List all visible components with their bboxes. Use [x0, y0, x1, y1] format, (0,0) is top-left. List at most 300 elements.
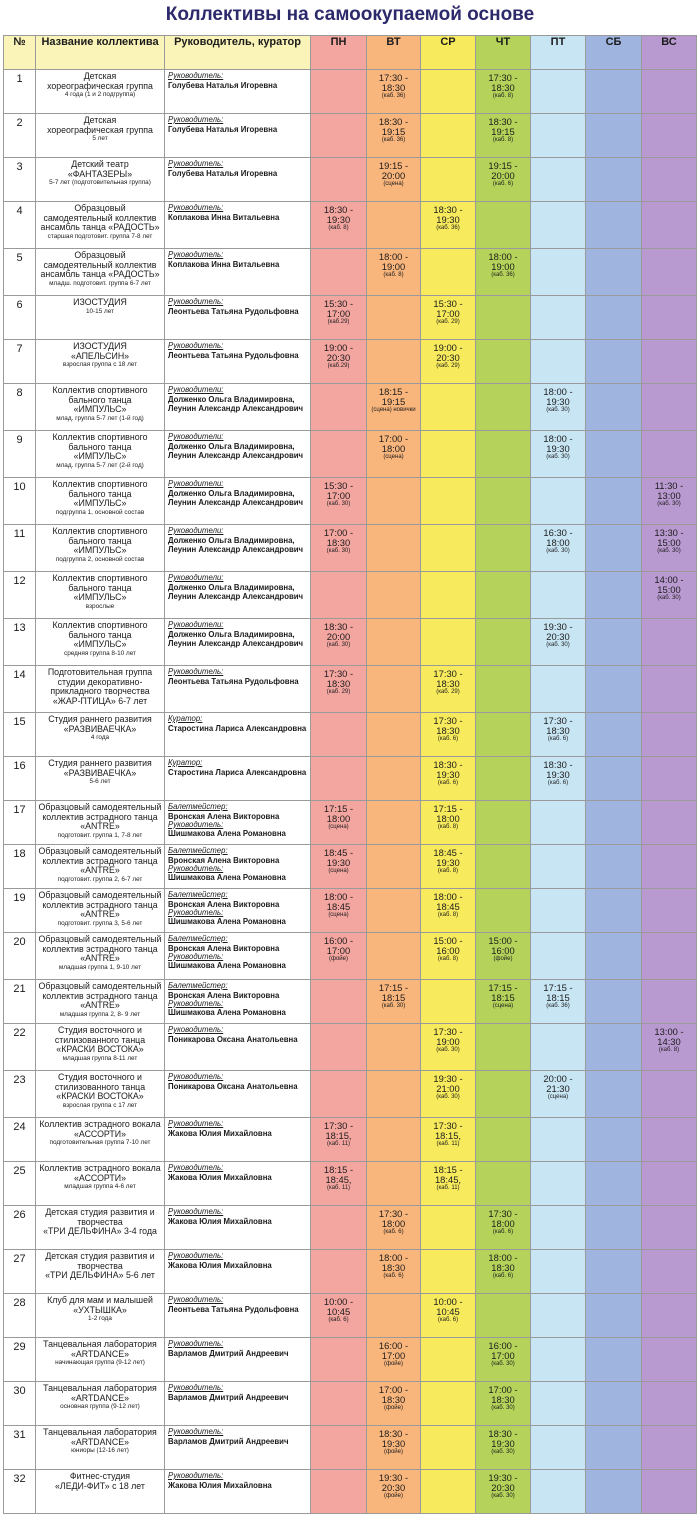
day-cell-tue — [367, 431, 421, 478]
day-cell-sat — [586, 801, 642, 845]
collective-name-line: самодеятельный коллектив — [43, 259, 157, 270]
day-cell-tue — [367, 1250, 421, 1294]
leader-role: Руководитель: — [168, 667, 224, 676]
collective-name-line: «ИМПУЛЬС» — [73, 639, 127, 650]
session-room: (каб. 8) — [492, 93, 514, 100]
session-room: (сцена) — [547, 1094, 569, 1101]
leader-role: Руководитель: — [168, 159, 224, 168]
row-number: 7 — [4, 340, 36, 384]
session-time: 18:45 - 19:30 — [323, 847, 354, 869]
leader-role: Руководитель: — [168, 250, 224, 259]
day-cell-wed — [421, 845, 476, 889]
day-cell-mon — [311, 1206, 367, 1250]
leader-cell — [165, 572, 311, 619]
leader-role: Руководитель: — [168, 203, 224, 212]
session-time: 15:00 - 16:00 — [488, 935, 518, 957]
day-cell-sat — [586, 1206, 642, 1250]
day-cell-tue — [367, 619, 421, 666]
collective-name-cell — [36, 666, 165, 713]
row-number: 23 — [4, 1071, 36, 1118]
collective-group-note: 4 года — [90, 734, 110, 742]
collective-group-note: млад. группа 5-7 лет (2-й год) — [56, 461, 144, 469]
day-cell-sat — [586, 431, 642, 478]
day-cell-mon — [311, 478, 367, 525]
collective-name-line: «ARTDANCE» — [70, 1436, 129, 1447]
table-row — [4, 478, 697, 525]
day-cell-sat — [586, 384, 642, 431]
table-row — [4, 249, 697, 296]
collective-name-line: прикладного творчества — [50, 686, 150, 697]
leader-role: Руководитель: — [168, 1471, 224, 1480]
collective-name-line: студии декоративно- — [57, 676, 143, 687]
leader-person: Вронская Алена Викторовна — [168, 855, 280, 865]
day-cell-sun — [642, 1024, 697, 1071]
leader-person: Вронская Алена Викторовна — [168, 990, 280, 1000]
collective-name-cell — [36, 1338, 165, 1382]
collective-group-note: основная группа (9-12 лет) — [60, 1403, 140, 1411]
leader-cell — [165, 340, 311, 384]
day-cell-fri — [531, 384, 586, 431]
session-room: (каб. 36) — [381, 93, 406, 100]
row-number: 21 — [4, 980, 36, 1024]
collective-name-cell — [36, 619, 165, 666]
leader-role: Руководитель: — [168, 71, 224, 80]
leader-role: Балетмейстер: — [168, 934, 228, 943]
collective-name-line: Образцовый самодеятельный — [38, 802, 162, 812]
table-row — [4, 1118, 697, 1162]
collective-name-line: Танцевальная лаборатория — [43, 1339, 157, 1349]
day-cell-sat — [586, 1382, 642, 1426]
collective-name-line: Образцовый самодеятельный — [38, 981, 162, 991]
day-cell-sat — [586, 845, 642, 889]
day-cell-fri — [531, 431, 586, 478]
leader-person: Шишмакова Алена Романовна — [168, 1008, 286, 1018]
day-cell-mon — [311, 619, 367, 666]
day-cell-tue — [367, 296, 421, 340]
day-cell-mon — [311, 757, 367, 801]
collective-name-line: Коллектив спортивного — [52, 479, 148, 489]
collective-name-cell — [36, 384, 165, 431]
day-cell-wed — [421, 1294, 476, 1338]
header-day-thu: ЧТ — [476, 36, 531, 70]
day-cell-fri — [531, 202, 586, 249]
collective-name-cell — [36, 1071, 165, 1118]
session-room: (каб. 8) — [328, 225, 349, 232]
day-cell-sun — [642, 1206, 697, 1250]
session-room: (каб. 6) — [492, 181, 514, 188]
session-room: (каб. 29) — [436, 363, 460, 370]
day-cell-sat — [586, 114, 642, 158]
collective-name-line: «ИМПУЛЬС» — [73, 592, 127, 603]
session-room: (каб. 30) — [657, 548, 681, 555]
day-cell-wed — [421, 525, 476, 572]
row-number: 14 — [4, 666, 36, 713]
leader-role: Руководитель: — [168, 1339, 224, 1348]
session-time: 17:00 - 18:30 — [323, 527, 354, 549]
day-cell-sun — [642, 757, 697, 801]
leader-person: Жакова Юлия Михайловна — [168, 1128, 272, 1138]
day-cell-sun — [642, 619, 697, 666]
table-row — [4, 431, 697, 478]
day-cell-fri — [531, 1250, 586, 1294]
leader-role: Руководители: — [168, 573, 224, 582]
leader-cell — [165, 1338, 311, 1382]
day-cell-sun — [642, 114, 697, 158]
day-cell-thu — [476, 1206, 531, 1250]
session-time: 19:15 - 20:00 — [488, 160, 518, 182]
table-row — [4, 1250, 697, 1294]
day-cell-wed — [421, 1382, 476, 1426]
leader-cell — [165, 1206, 311, 1250]
session-room: (каб. 6) — [437, 736, 459, 743]
collective-name-cell — [36, 296, 165, 340]
table-row — [4, 1071, 697, 1118]
collective-group-note: младш. подготовит. группа 6-7 лет — [49, 279, 151, 287]
session-room: (каб. 30) — [436, 1047, 460, 1054]
session-time: 19:00 - 20:30 — [433, 342, 463, 364]
collective-name-line: Коллектив эстрадного вокала — [39, 1163, 161, 1173]
collective-name-line: творчества — [77, 1260, 123, 1271]
day-cell-wed — [421, 1206, 476, 1250]
day-cell-wed — [421, 1024, 476, 1071]
row-number: 27 — [4, 1250, 36, 1294]
day-cell-sat — [586, 525, 642, 572]
table-row — [4, 114, 697, 158]
collective-name-cell — [36, 114, 165, 158]
day-cell-tue — [367, 114, 421, 158]
session-room: (сцена) — [383, 454, 404, 461]
collective-group-note: младшая группа 4-6 лет — [64, 1183, 136, 1191]
collective-name-line: коллектив эстрадного танца — [42, 943, 158, 954]
session-time: 15:30 - 17:00 — [433, 298, 463, 320]
day-cell-wed — [421, 801, 476, 845]
row-number: 6 — [4, 296, 36, 340]
session-time: 18:30 - 19:30 — [433, 204, 463, 226]
collective-name-cell — [36, 1426, 165, 1470]
collective-name-line: Коллектив спортивного — [52, 526, 148, 536]
day-cell-mon — [311, 1024, 367, 1071]
session-room: (сцена) — [328, 824, 349, 831]
collective-group-note: 5-6 лет — [89, 778, 111, 786]
day-cell-sun — [642, 158, 697, 202]
session-time: 17:30 - 18:30 — [543, 715, 573, 737]
session-room: (каб. 30) — [491, 1449, 515, 1456]
day-cell-sun — [642, 296, 697, 340]
day-cell-thu — [476, 572, 531, 619]
session-room: (фойе) — [384, 1361, 403, 1368]
collective-name-cell — [36, 70, 165, 114]
day-cell-fri — [531, 1071, 586, 1118]
day-cell-mon — [311, 666, 367, 713]
table-row — [4, 619, 697, 666]
collective-name-cell — [36, 980, 165, 1024]
row-number: 2 — [4, 114, 36, 158]
day-cell-wed — [421, 757, 476, 801]
header-day-tue: ВТ — [367, 36, 421, 70]
collective-name-line: Коллектив спортивного — [52, 620, 148, 630]
collective-name-cell — [36, 572, 165, 619]
session-time: 19:30 - 20:30 — [378, 1472, 409, 1494]
day-cell-tue — [367, 1162, 421, 1206]
session-time: 17:30 - 18:30 — [433, 715, 463, 737]
leader-cell — [165, 70, 311, 114]
day-cell-fri — [531, 114, 586, 158]
day-cell-thu — [476, 478, 531, 525]
row-number: 1 — [4, 70, 36, 114]
row-number: 13 — [4, 619, 36, 666]
day-cell-tue — [367, 384, 421, 431]
table-row — [4, 1338, 697, 1382]
row-number: 12 — [4, 572, 36, 619]
leader-person: Жакова Юлия Михайловна — [168, 1216, 272, 1226]
row-number: 5 — [4, 249, 36, 296]
session-room: (каб. 30) — [546, 454, 570, 461]
collective-name-line: Коллектив спортивного — [52, 432, 148, 442]
session-time: 17:15 - 18:15 — [543, 982, 573, 1004]
day-cell-wed — [421, 572, 476, 619]
session-room: (каб. 30) — [326, 642, 351, 649]
day-cell-fri — [531, 572, 586, 619]
collective-name-line: «ARTDANCE» — [70, 1348, 129, 1359]
leader-person: Жакова Юлия Михайловна — [168, 1172, 272, 1182]
session-time: 17:30 - 18:30 — [323, 668, 354, 690]
session-time: 17:30 - 18:30 — [378, 72, 409, 94]
day-cell-tue — [367, 340, 421, 384]
session-time: 17:30 - 18:30 — [433, 668, 463, 690]
session-room: (каб. 6) — [492, 1273, 514, 1280]
collective-name-line: Детский театр — [71, 159, 129, 169]
session-room: (каб. 30) — [657, 501, 681, 508]
day-cell-wed — [421, 249, 476, 296]
day-cell-wed — [421, 1338, 476, 1382]
day-cell-thu — [476, 801, 531, 845]
day-cell-mon — [311, 1426, 367, 1470]
session-time: 18:30 - 19:30 — [433, 759, 463, 781]
session-room: (каб. 36) — [546, 1003, 570, 1010]
row-number: 29 — [4, 1338, 36, 1382]
collective-name-line: коллектив эстрадного танца — [42, 855, 158, 866]
day-cell-sat — [586, 757, 642, 801]
session-time: 14:00 - 15:00 — [654, 574, 684, 596]
collective-name-line: бального танца — [68, 629, 132, 640]
leader-role: Руководители: — [168, 526, 224, 535]
day-cell-wed — [421, 1071, 476, 1118]
session-room: (каб. 30) — [491, 1493, 515, 1500]
collective-group-note: младшая группа 2, 8- 9 лет — [59, 1010, 141, 1018]
day-cell-thu — [476, 70, 531, 114]
collective-name-line: Образцовый самодеятельный — [38, 846, 162, 856]
leader-person: Варламов Дмитрий Андреевич — [168, 1348, 289, 1358]
day-cell-mon — [311, 1382, 367, 1426]
table-row — [4, 1382, 697, 1426]
day-cell-fri — [531, 889, 586, 933]
session-time: 19:15 - 20:00 — [378, 160, 409, 182]
day-cell-tue — [367, 1024, 421, 1071]
day-cell-sat — [586, 1118, 642, 1162]
session-room: (сцена) новички — [371, 407, 416, 414]
leader-person: Шишмакова Алена Романовна — [168, 961, 286, 971]
table-row — [4, 1470, 697, 1514]
day-cell-tue — [367, 249, 421, 296]
leader-role: Руководители: — [168, 479, 224, 488]
session-time: 19:30 - 21:00 — [433, 1073, 463, 1095]
day-cell-sat — [586, 619, 642, 666]
header-day-wed: СР — [421, 36, 476, 70]
collective-name-line: Детская — [83, 71, 117, 81]
day-cell-thu — [476, 1024, 531, 1071]
collective-group-note: подгруппа 1, основной состав — [55, 508, 145, 516]
session-time: 16:00 - 17:00 — [488, 1340, 518, 1362]
table-row — [4, 158, 697, 202]
day-cell-wed — [421, 889, 476, 933]
day-cell-fri — [531, 340, 586, 384]
collective-name-cell — [36, 757, 165, 801]
day-cell-tue — [367, 1426, 421, 1470]
collective-name-line: Клуб для мам и малышей — [47, 1295, 153, 1305]
session-room: (каб. 36) — [436, 225, 460, 232]
leader-cell — [165, 845, 311, 889]
session-time: 18:15 - 19:15 — [378, 386, 409, 408]
collective-name-line: бального танца — [68, 582, 132, 593]
leader-person: Долженко Ольга Владимировна, Леунин Александр Александрович — [168, 535, 304, 554]
day-cell-tue — [367, 202, 421, 249]
collective-name-line: «КРАСКИ ВОСТОКА» — [56, 1091, 144, 1102]
session-room: (каб. 8) — [437, 868, 459, 875]
leader-role: Руководитель: — [168, 115, 224, 124]
collective-name-line: ансамбль танца «РАДОСТЬ» — [40, 222, 160, 233]
session-room: (каб. 8) — [437, 912, 459, 919]
session-room: (каб. 29) — [326, 689, 351, 696]
day-cell-fri — [531, 1470, 586, 1514]
collective-group-note: 5-7 лет (подготовительная группа) — [49, 179, 151, 187]
day-cell-thu — [476, 933, 531, 980]
collective-group-note: подготовительная группа 7-10 лет — [49, 1139, 151, 1147]
collective-name-line: хореографическая группа — [47, 124, 153, 135]
row-number: 15 — [4, 713, 36, 757]
day-cell-fri — [531, 1118, 586, 1162]
collective-name-line: «АПЕЛЬСИН» — [70, 350, 130, 361]
day-cell-mon — [311, 801, 367, 845]
collective-name-line: «ИМПУЛЬС» — [73, 498, 127, 509]
leader-person: Вронская Алена Викторовна — [168, 943, 280, 953]
session-time: 17:15 - 18:00 — [323, 803, 354, 825]
day-cell-wed — [421, 431, 476, 478]
collective-name-line: Коллектив спортивного — [52, 385, 148, 395]
leader-role: Руководитель: — [168, 907, 224, 917]
session-time: 13:00 - 14:30 — [654, 1026, 684, 1048]
day-cell-sat — [586, 340, 642, 384]
collective-group-note: начинающая группа (9-12 лет) — [55, 1359, 145, 1367]
day-cell-tue — [367, 1118, 421, 1162]
session-room: (каб.29) — [327, 319, 350, 326]
session-time: 17:00 - 18:30 — [488, 1384, 518, 1406]
session-time: 10:00 - 10:45 — [433, 1296, 463, 1318]
session-room: (каб. 30) — [546, 642, 570, 649]
table-row — [4, 757, 697, 801]
table-row — [4, 933, 697, 980]
table-row — [4, 889, 697, 933]
session-room: (сцена) — [492, 1003, 514, 1010]
day-cell-mon — [311, 889, 367, 933]
leader-role: Руководители: — [168, 432, 224, 441]
day-cell-sat — [586, 202, 642, 249]
collective-group-note: младшая группа 8-11 лет — [62, 1054, 138, 1062]
day-cell-thu — [476, 296, 531, 340]
collective-name-line: ИЗОСТУДИЯ — [73, 341, 127, 351]
session-time: 18:30 - 19:30 — [378, 1428, 409, 1450]
day-cell-mon — [311, 933, 367, 980]
day-cell-thu — [476, 431, 531, 478]
collective-name-line: «ИМПУЛЬС» — [73, 545, 127, 556]
collective-name-line: хореографическая группа — [47, 80, 153, 91]
day-cell-mon — [311, 1250, 367, 1294]
collective-name-cell — [36, 249, 165, 296]
leader-role: Руководитель: — [168, 1072, 224, 1081]
day-cell-mon — [311, 1470, 367, 1514]
collective-name-cell — [36, 845, 165, 889]
session-time: 18:30 - 19:30 — [543, 759, 573, 781]
leader-person: Шишмакова Алена Романовна — [168, 917, 286, 927]
day-cell-sun — [642, 889, 697, 933]
collective-group-note: 4 года (1 и 2 подгруппа) — [64, 91, 136, 99]
collective-name-line: Коллектив эстрадного вокала — [39, 1119, 161, 1129]
day-cell-sun — [642, 1294, 697, 1338]
day-cell-sat — [586, 933, 642, 980]
session-time: 17:30 - 19:00 — [433, 1026, 463, 1048]
day-cell-thu — [476, 1250, 531, 1294]
leader-person: Коплакова Инна Витальевна — [168, 259, 280, 269]
session-time: 17:30 - 18:30 — [488, 72, 518, 94]
day-cell-sun — [642, 525, 697, 572]
day-cell-thu — [476, 114, 531, 158]
day-cell-tue — [367, 1071, 421, 1118]
session-room: (каб. 6) — [437, 780, 459, 787]
collective-name-line: «ANTRE» — [80, 1000, 120, 1011]
session-time: 18:15 - 18:45, — [433, 1164, 463, 1186]
row-number: 32 — [4, 1470, 36, 1514]
day-cell-sat — [586, 1294, 642, 1338]
leader-role: Руководитель: — [168, 1427, 224, 1436]
row-number: 30 — [4, 1382, 36, 1426]
session-room: (каб. 29) — [436, 319, 460, 326]
day-cell-mon — [311, 114, 367, 158]
leader-role: Руководитель: — [168, 863, 224, 873]
day-cell-mon — [311, 713, 367, 757]
leader-cell — [165, 980, 311, 1024]
session-room: (каб. 30) — [491, 1361, 515, 1368]
day-cell-tue — [367, 1294, 421, 1338]
day-cell-thu — [476, 525, 531, 572]
day-cell-mon — [311, 384, 367, 431]
session-time: 16:30 - 18:00 — [543, 527, 573, 549]
collective-name-line: ансамбль танца «РАДОСТЬ» — [40, 269, 160, 280]
collective-name-line: «ARTDANCE» — [70, 1392, 129, 1403]
collective-name-line: «ЖАР-ПТИЦА» 6-7 лет — [52, 695, 148, 706]
leader-cell — [165, 619, 311, 666]
day-cell-fri — [531, 801, 586, 845]
leader-cell — [165, 1118, 311, 1162]
day-cell-thu — [476, 1470, 531, 1514]
collective-name-line: «КРАСКИ ВОСТОКА» — [56, 1044, 144, 1055]
collective-name-cell — [36, 801, 165, 845]
leader-cell — [165, 1382, 311, 1426]
session-time: 17:00 - 18:00 — [378, 433, 409, 455]
day-cell-wed — [421, 70, 476, 114]
session-room: (каб. 30) — [491, 1405, 515, 1412]
table-row — [4, 384, 697, 431]
day-cell-thu — [476, 1426, 531, 1470]
day-cell-thu — [476, 1382, 531, 1426]
